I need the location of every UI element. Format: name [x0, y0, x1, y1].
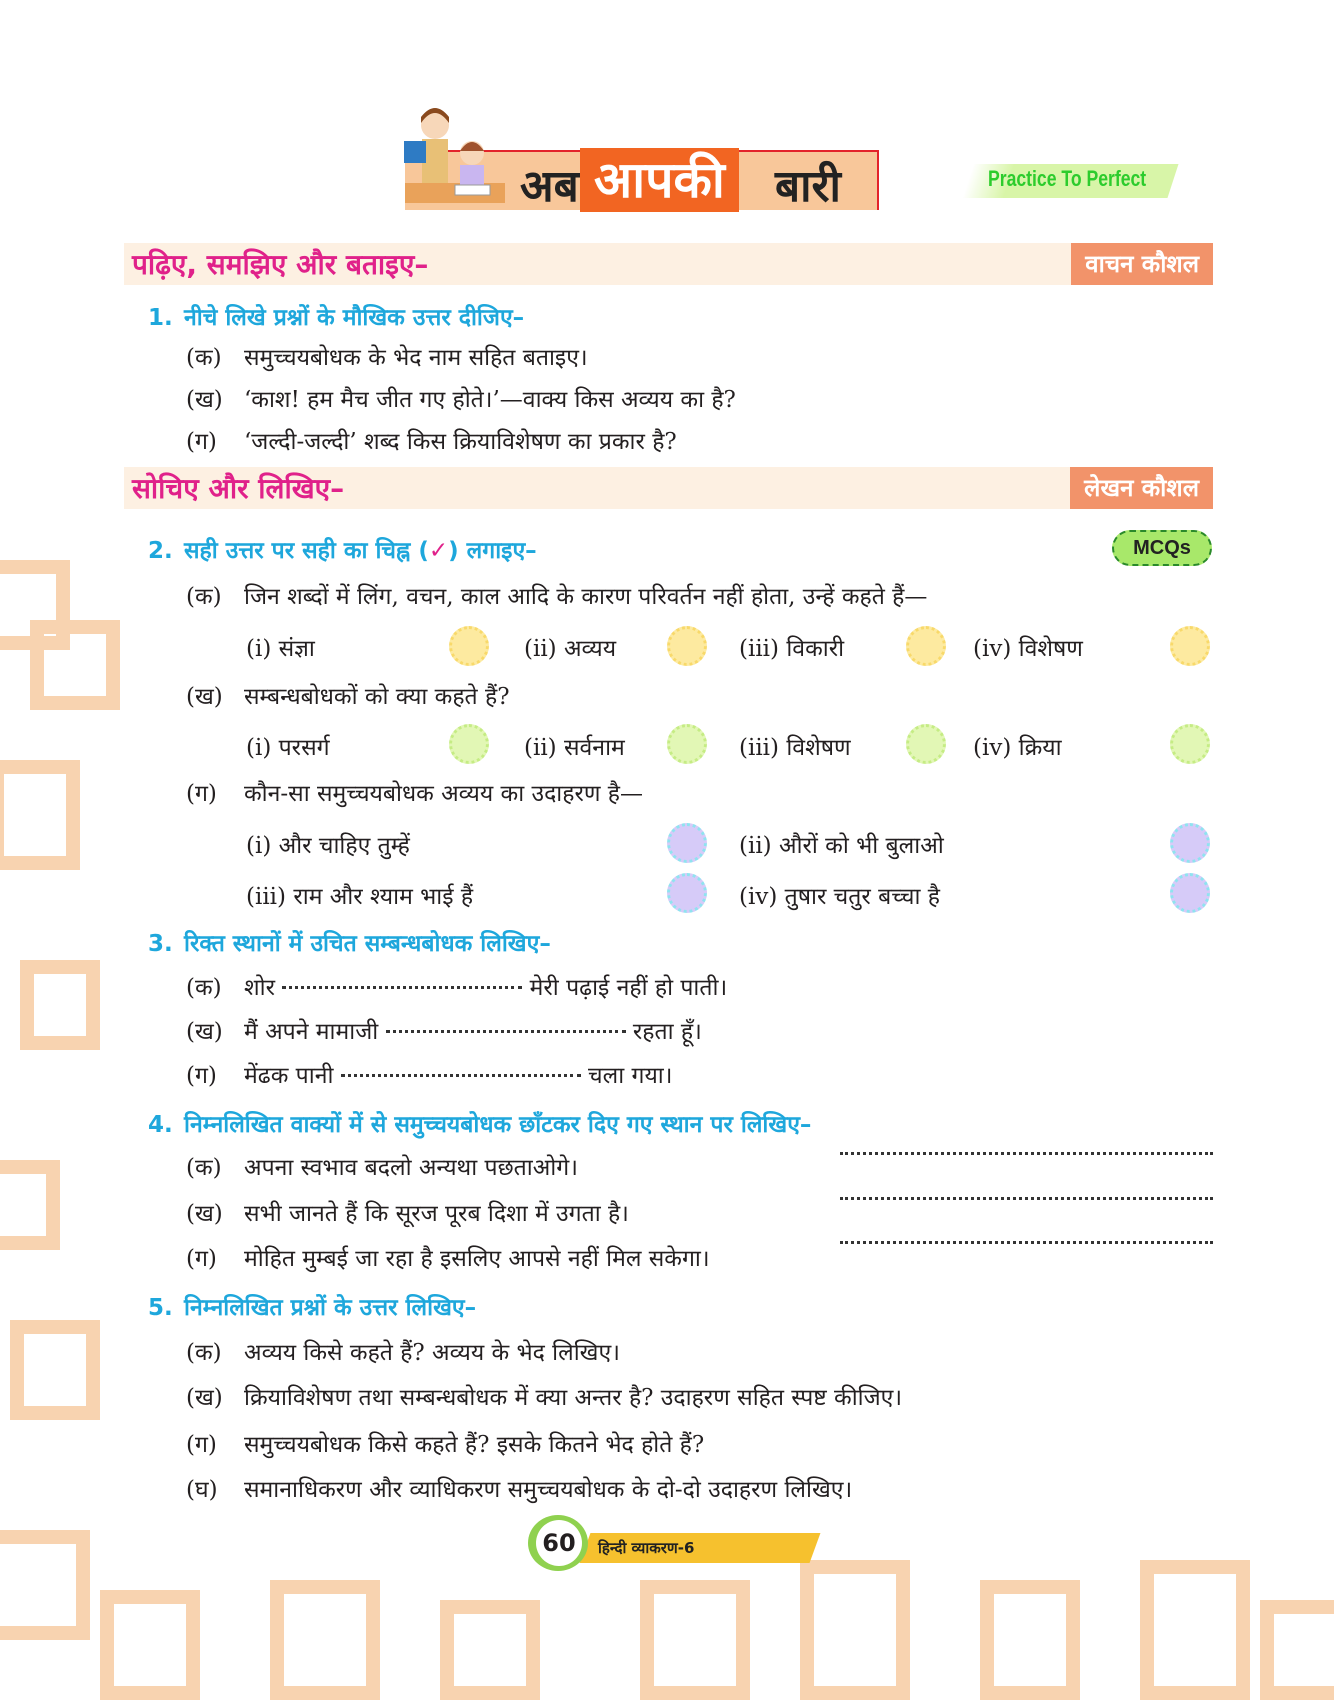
item-label: (ख)	[186, 1385, 223, 1411]
item-text: चला गया।	[588, 1063, 673, 1089]
item-label: (घ)	[186, 1477, 218, 1503]
option-label: (i) संज्ञा	[246, 636, 315, 662]
answer-bubble[interactable]	[906, 724, 946, 764]
item-label: (ख)	[186, 1201, 223, 1227]
decorative-square	[1260, 1600, 1334, 1700]
fill-in-blank[interactable]	[282, 986, 522, 989]
teacher-student-illustration	[400, 103, 510, 208]
decorative-square	[100, 1590, 200, 1700]
item-label: (ग)	[186, 1432, 217, 1458]
item-text: रहता हूँ।	[632, 1019, 702, 1045]
check-mark-icon: ✓	[428, 538, 449, 564]
section-title: पढ़िए, समझिए और बताइए–	[132, 248, 429, 281]
answer-bubble[interactable]	[667, 626, 707, 666]
list-item	[186, 1058, 672, 1090]
list-item	[186, 1335, 620, 1367]
question-number: 3.	[148, 931, 173, 957]
answer-bubble[interactable]	[667, 873, 707, 913]
answer-line[interactable]	[840, 1241, 1213, 1244]
item-text: जिन शब्दों में लिंग, वचन, काल आदि के कारण परिवर्तन नहीं होता, उन्हें कहते हैं—	[244, 584, 928, 610]
fill-in-blank[interactable]	[386, 1030, 626, 1033]
option-label: (ii) औरों को भी बुलाओ	[739, 833, 944, 859]
list-item	[186, 1241, 710, 1273]
question-text: निम्नलिखित वाक्यों में से समुच्चयबोधक छाँटकर दिए गए स्थान पर लिखिए–	[184, 1112, 812, 1138]
answer-bubble[interactable]	[449, 724, 489, 764]
option-label: (ii) अव्यय	[524, 636, 617, 662]
item-label: (ग)	[186, 1063, 217, 1089]
question-text: ) लगाइए–	[448, 538, 537, 564]
answer-bubble[interactable]	[1170, 626, 1210, 666]
decorative-square	[0, 1160, 60, 1250]
section-header-reading	[124, 243, 1213, 285]
mcqs-badge: MCQs	[1112, 530, 1212, 566]
list-item	[186, 1427, 704, 1459]
question-number: 1.	[148, 305, 173, 331]
item-label: (ग)	[186, 429, 217, 455]
section-title: सोचिए और लिखिए–	[132, 472, 345, 505]
item-label: (ग)	[186, 781, 217, 807]
item-text: मेरी पढ़ाई नहीं हो पाती।	[529, 975, 728, 1001]
question-3-heading	[148, 926, 551, 958]
decorative-square	[640, 1580, 750, 1700]
question-number: 4.	[148, 1112, 173, 1138]
answer-bubble[interactable]	[1170, 873, 1210, 913]
question-5-heading	[148, 1290, 476, 1322]
item-text: अपना स्वभाव बदलो अन्यथा पछताओगे।	[244, 1155, 578, 1181]
list-item	[186, 1196, 629, 1228]
decorative-square	[0, 1530, 90, 1640]
list-item	[186, 1380, 902, 1412]
list-item	[186, 776, 643, 808]
item-text: सम्बन्धबोधकों को क्या कहते हैं?	[244, 684, 510, 710]
list-item	[186, 1150, 578, 1182]
item-text: सभी जानते हैं कि सूरज पूरब दिशा में उगता है।	[244, 1201, 629, 1227]
question-4-heading	[148, 1107, 811, 1139]
section-header-writing	[124, 467, 1213, 509]
option-label: (ii) सर्वनाम	[524, 735, 625, 761]
answer-bubble[interactable]	[667, 823, 707, 863]
question-text: रिक्त स्थानों में उचित सम्बन्धबोधक लिखिए–	[184, 931, 551, 957]
list-item	[186, 1014, 702, 1046]
book-title: हिन्दी व्याकरण-6	[598, 1539, 695, 1557]
banner-word-baari: बारी	[775, 161, 841, 212]
item-label: (क)	[186, 345, 222, 371]
item-text: समानाधिकरण और व्याधिकरण समुच्चयबोधक के दो-दो उदाहरण लिखिए।	[244, 1477, 853, 1503]
item-text: क्रियाविशेषण तथा सम्बन्धबोधक में क्या अन्तर है? उदाहरण सहित स्पष्ट कीजिए।	[244, 1385, 903, 1411]
item-text: मैं अपने मामाजी	[244, 1019, 379, 1045]
list-item	[186, 579, 927, 611]
answer-bubble[interactable]	[1170, 724, 1210, 764]
list-item	[186, 340, 588, 372]
decorative-square	[980, 1580, 1080, 1700]
question-1-heading	[148, 300, 524, 332]
item-text: शोर	[244, 975, 276, 1001]
item-text: समुच्चयबोधक के भेद नाम सहित बताइए।	[244, 345, 588, 371]
banner-word-ab: अब	[520, 161, 579, 212]
answer-bubble[interactable]	[906, 626, 946, 666]
page-number: 60	[536, 1520, 582, 1566]
practice-to-perfect-tagline: Practice To Perfect	[988, 166, 1147, 191]
option-label: (iii) राम और श्याम भाई हैं	[246, 884, 474, 910]
item-text: मेंढक पानी	[244, 1063, 334, 1089]
item-label: (ख)	[186, 1019, 223, 1045]
item-label: (ख)	[186, 684, 223, 710]
question-2-heading	[148, 533, 537, 565]
item-label: (क)	[186, 584, 222, 610]
decorative-square	[30, 620, 120, 710]
list-item	[186, 382, 736, 414]
list-item	[186, 424, 677, 456]
decorative-square	[800, 1560, 910, 1700]
decorative-square	[10, 1320, 100, 1420]
list-item	[186, 679, 510, 711]
answer-bubble[interactable]	[449, 626, 489, 666]
answer-line[interactable]	[840, 1152, 1213, 1155]
item-text: ‘काश! हम मैच जीत गए होते।’—वाक्य किस अव्यय का है?	[244, 387, 736, 413]
decorative-square	[1140, 1560, 1250, 1700]
question-text: नीचे लिखे प्रश्नों के मौखिक उत्तर दीजिए–	[184, 305, 525, 331]
question-text: निम्नलिखित प्रश्नों के उत्तर लिखिए–	[184, 1295, 477, 1321]
list-item	[186, 1472, 852, 1504]
answer-bubble[interactable]	[667, 724, 707, 764]
item-text: मोहित मुम्बई जा रहा है इसलिए आपसे नहीं मिल सकेगा।	[244, 1246, 710, 1272]
item-label: (क)	[186, 1340, 222, 1366]
item-label: (क)	[186, 1155, 222, 1181]
option-label: (iii) विकारी	[739, 636, 845, 662]
option-label: (iii) विशेषण	[739, 735, 851, 761]
option-label: (iv) विशेषण	[973, 636, 1083, 662]
item-label: (क)	[186, 975, 222, 1001]
item-text: अव्यय किसे कहते हैं? अव्यय के भेद लिखिए।	[244, 1340, 620, 1366]
decorative-square	[440, 1600, 540, 1700]
option-label: (i) परसर्ग	[246, 735, 330, 761]
option-label: (iv) तुषार चतुर बच्चा है	[739, 884, 941, 910]
item-text: कौन-सा समुच्चयबोधक अव्यय का उदाहरण है—	[244, 781, 644, 807]
option-label: (iv) क्रिया	[973, 735, 1062, 761]
question-text: सही उत्तर पर सही का चिह्न (	[184, 538, 429, 564]
item-text: समुच्चयबोधक किसे कहते हैं? इसके कितने भेद होते हैं?	[244, 1432, 705, 1458]
fill-in-blank[interactable]	[341, 1074, 581, 1077]
answer-line[interactable]	[840, 1197, 1213, 1200]
answer-bubble[interactable]	[1170, 823, 1210, 863]
question-number: 2.	[148, 538, 173, 564]
question-number: 5.	[148, 1295, 173, 1321]
skill-badge: वाचन कौशल	[1071, 243, 1213, 285]
item-label: (ग)	[186, 1246, 217, 1272]
option-label: (i) और चाहिए तुम्हें	[246, 833, 410, 859]
list-item	[186, 970, 727, 1002]
banner-word-aapki: आपकी	[580, 148, 739, 212]
decorative-square	[270, 1580, 380, 1700]
skill-badge: लेखन कौशल	[1070, 467, 1213, 509]
item-label: (ख)	[186, 387, 223, 413]
decorative-square	[0, 760, 80, 870]
item-text: ‘जल्दी-जल्दी’ शब्द किस क्रियाविशेषण का प्रकार है?	[244, 429, 677, 455]
decorative-square	[20, 960, 100, 1050]
